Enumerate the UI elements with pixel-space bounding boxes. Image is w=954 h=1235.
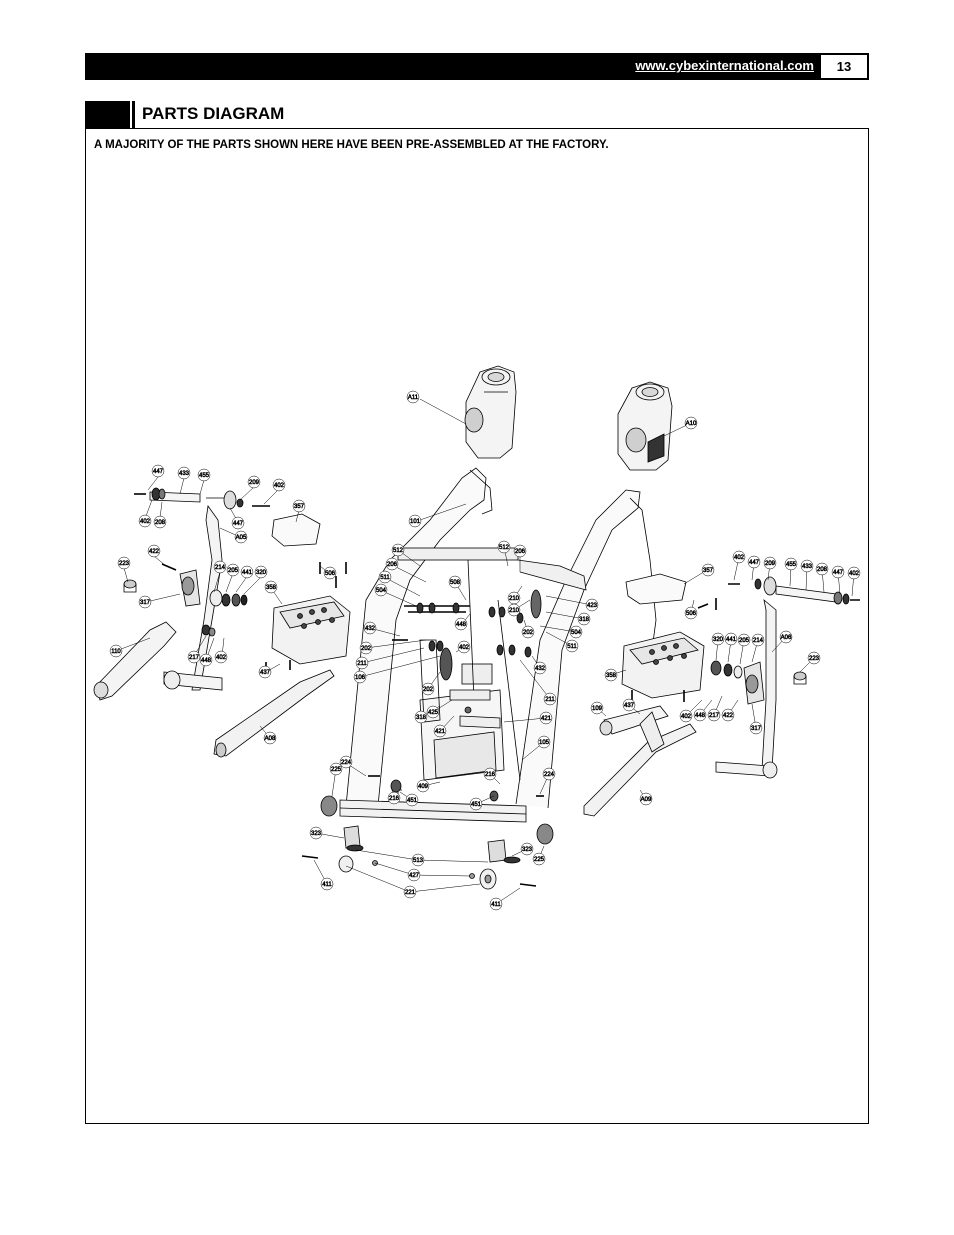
svg-text:504: 504 bbox=[375, 588, 387, 594]
callout-bubble bbox=[725, 633, 737, 645]
svg-text:106: 106 bbox=[354, 675, 366, 681]
svg-text:202: 202 bbox=[522, 630, 534, 636]
callout-bubble bbox=[484, 768, 496, 780]
svg-text:512: 512 bbox=[392, 548, 404, 554]
callout-bubble bbox=[356, 657, 368, 669]
callout-bubble bbox=[408, 869, 420, 881]
leader-lines bbox=[116, 399, 854, 904]
svg-text:109: 109 bbox=[591, 706, 603, 712]
callout-bubble bbox=[586, 599, 598, 611]
svg-text:358: 358 bbox=[265, 585, 277, 591]
callout-bubble bbox=[412, 854, 424, 866]
svg-text:210: 210 bbox=[508, 596, 520, 602]
callout-bubble bbox=[324, 567, 336, 579]
callout-bubble bbox=[722, 709, 734, 721]
svg-text:320: 320 bbox=[255, 570, 267, 576]
svg-text:402: 402 bbox=[733, 555, 745, 561]
svg-text:506: 506 bbox=[324, 571, 336, 577]
right-upper-arm-assembly bbox=[708, 577, 860, 778]
callout-bubble bbox=[540, 712, 552, 724]
svg-text:511: 511 bbox=[380, 575, 390, 581]
callout-bubble bbox=[422, 683, 434, 695]
svg-text:447: 447 bbox=[152, 469, 164, 475]
callout-bubble bbox=[780, 631, 792, 643]
callout-bubble bbox=[434, 725, 446, 737]
callout-bubble bbox=[470, 798, 482, 810]
svg-text:506: 506 bbox=[685, 611, 697, 617]
svg-text:448: 448 bbox=[694, 713, 706, 719]
svg-text:318: 318 bbox=[415, 715, 427, 721]
callout-bubble bbox=[591, 702, 603, 714]
svg-text:323: 323 bbox=[521, 847, 533, 853]
callout-bubble bbox=[685, 417, 697, 429]
svg-text:441: 441 bbox=[725, 637, 737, 643]
svg-text:214: 214 bbox=[752, 638, 764, 644]
website-link[interactable]: www.cybexinternational.com bbox=[635, 58, 814, 73]
svg-text:223: 223 bbox=[808, 656, 820, 662]
callout-bubble bbox=[255, 566, 267, 578]
callout-bubble bbox=[733, 551, 745, 563]
callout-bubble bbox=[215, 651, 227, 663]
svg-text:448: 448 bbox=[200, 658, 212, 664]
svg-text:110: 110 bbox=[111, 649, 121, 655]
callout-bubble bbox=[816, 563, 828, 575]
svg-text:317: 317 bbox=[750, 726, 762, 732]
callout-bubble bbox=[386, 558, 398, 570]
callout-bubble bbox=[404, 886, 416, 898]
left-pedal-assembly bbox=[214, 514, 350, 757]
callout-bubble bbox=[680, 710, 692, 722]
callout-bubble bbox=[685, 607, 697, 619]
callout-bubble bbox=[264, 732, 276, 744]
callout-bubble bbox=[533, 853, 545, 865]
callout-bubble bbox=[848, 567, 860, 579]
svg-text:216: 216 bbox=[388, 796, 400, 802]
assembly-note: A MAJORITY OF THE PARTS SHOWN HERE HAVE BEEN PRE-ASSEMBLED AT THE FACTORY. bbox=[94, 139, 609, 151]
svg-text:224: 224 bbox=[543, 772, 555, 778]
svg-text:423: 423 bbox=[586, 603, 598, 609]
svg-text:217: 217 bbox=[188, 655, 200, 661]
svg-text:451: 451 bbox=[406, 798, 418, 804]
callout-bubble bbox=[415, 711, 427, 723]
callout-bubble bbox=[214, 561, 226, 573]
callout-bubble bbox=[235, 531, 247, 543]
svg-text:209: 209 bbox=[764, 561, 776, 567]
svg-text:455: 455 bbox=[198, 473, 210, 479]
svg-text:208: 208 bbox=[154, 520, 166, 526]
svg-text:A11: A11 bbox=[407, 395, 419, 401]
svg-text:422: 422 bbox=[148, 549, 160, 555]
svg-text:441: 441 bbox=[241, 570, 253, 576]
svg-text:223: 223 bbox=[118, 561, 130, 567]
svg-text:A08: A08 bbox=[264, 736, 276, 742]
svg-text:206: 206 bbox=[386, 562, 398, 568]
callout-bubble bbox=[265, 581, 277, 593]
svg-text:421: 421 bbox=[434, 729, 446, 735]
svg-text:411: 411 bbox=[491, 902, 501, 908]
callout-bubble bbox=[360, 642, 372, 654]
svg-text:208: 208 bbox=[816, 567, 828, 573]
svg-text:504: 504 bbox=[570, 630, 582, 636]
svg-text:211: 211 bbox=[545, 697, 555, 703]
callout-bubble bbox=[521, 843, 533, 855]
svg-text:214: 214 bbox=[214, 565, 226, 571]
svg-text:402: 402 bbox=[273, 483, 285, 489]
callout-bubble bbox=[708, 709, 720, 721]
callout-bubble bbox=[273, 479, 285, 491]
svg-text:A06: A06 bbox=[780, 635, 792, 641]
svg-text:437: 437 bbox=[623, 703, 635, 709]
callout-bubble bbox=[808, 652, 820, 664]
svg-text:224: 224 bbox=[340, 760, 352, 766]
svg-text:225: 225 bbox=[533, 857, 545, 863]
svg-text:447: 447 bbox=[232, 521, 244, 527]
callout-bubble bbox=[543, 768, 555, 780]
callout-bubble bbox=[417, 780, 429, 792]
svg-text:448: 448 bbox=[455, 622, 467, 628]
svg-text:402: 402 bbox=[139, 519, 151, 525]
svg-text:357: 357 bbox=[293, 504, 305, 510]
callout-bubble bbox=[785, 558, 797, 570]
svg-text:358: 358 bbox=[605, 673, 617, 679]
svg-text:221: 221 bbox=[404, 890, 416, 896]
svg-text:421: 421 bbox=[540, 716, 552, 722]
callout-bubble bbox=[241, 566, 253, 578]
svg-text:206: 206 bbox=[514, 549, 526, 555]
callout-bubble bbox=[148, 545, 160, 557]
callout-bubble bbox=[321, 878, 333, 890]
callout-bubble bbox=[458, 641, 470, 653]
callout-bubble bbox=[514, 545, 526, 557]
callout-bubble bbox=[427, 706, 439, 718]
svg-text:318: 318 bbox=[578, 617, 590, 623]
svg-text:317: 317 bbox=[139, 600, 151, 606]
svg-text:402: 402 bbox=[680, 714, 692, 720]
svg-text:A05: A05 bbox=[235, 535, 247, 541]
callout-bubble bbox=[152, 465, 164, 477]
svg-text:508: 508 bbox=[449, 580, 461, 586]
svg-text:513: 513 bbox=[412, 858, 424, 864]
callout-bubble bbox=[409, 515, 421, 527]
svg-text:432: 432 bbox=[364, 626, 376, 632]
svg-text:447: 447 bbox=[832, 570, 844, 576]
svg-text:357: 357 bbox=[702, 568, 714, 574]
callout-bubble bbox=[232, 517, 244, 529]
callout-bubble bbox=[570, 626, 582, 638]
callout-bubble bbox=[455, 618, 467, 630]
callout-bubble bbox=[139, 515, 151, 527]
callout-bubble bbox=[498, 541, 510, 553]
callout-bubble bbox=[178, 467, 190, 479]
callout-bubble bbox=[354, 671, 366, 683]
svg-text:105: 105 bbox=[538, 740, 550, 746]
svg-text:205: 205 bbox=[738, 638, 750, 644]
callout-bubble bbox=[712, 633, 724, 645]
callout-bubble bbox=[379, 571, 391, 583]
svg-text:512: 512 bbox=[498, 545, 510, 551]
svg-text:402: 402 bbox=[215, 655, 227, 661]
svg-text:217: 217 bbox=[708, 713, 720, 719]
callout-bubble bbox=[748, 556, 760, 568]
callout-bubble bbox=[388, 792, 400, 804]
section-title: PARTS DIAGRAM bbox=[142, 104, 285, 123]
callout-bubble bbox=[340, 756, 352, 768]
svg-text:225: 225 bbox=[330, 767, 342, 773]
callout-bubble bbox=[200, 654, 212, 666]
callout-bubble bbox=[801, 560, 813, 572]
callout-bubble bbox=[118, 557, 130, 569]
svg-text:323: 323 bbox=[310, 831, 322, 837]
svg-text:455: 455 bbox=[785, 562, 797, 568]
svg-text:211: 211 bbox=[357, 661, 367, 667]
callout-bubble bbox=[259, 666, 271, 678]
callout-bubble bbox=[364, 622, 376, 634]
callout-bubble bbox=[578, 613, 590, 625]
svg-text:205: 205 bbox=[227, 568, 239, 574]
callout-bubble bbox=[534, 662, 546, 674]
callout-bubble bbox=[764, 557, 776, 569]
callout-bubble bbox=[640, 793, 652, 805]
callout-bubble bbox=[538, 736, 550, 748]
callout-bubble bbox=[694, 709, 706, 721]
callout-bubble bbox=[407, 391, 419, 403]
callout-bubble bbox=[449, 576, 461, 588]
callout-bubble bbox=[139, 596, 151, 608]
callout-bubble bbox=[154, 516, 166, 528]
callout-bubble bbox=[248, 476, 260, 488]
svg-text:402: 402 bbox=[848, 571, 860, 577]
svg-text:320: 320 bbox=[712, 637, 724, 643]
svg-text:101: 101 bbox=[409, 519, 421, 525]
callout-bubble bbox=[508, 604, 520, 616]
svg-text:511: 511 bbox=[567, 644, 577, 650]
page-number: 13 bbox=[821, 55, 867, 78]
callout-bubble bbox=[310, 827, 322, 839]
callout-bubble bbox=[110, 645, 122, 657]
callout-bubble bbox=[188, 651, 200, 663]
callout-bubble bbox=[750, 722, 762, 734]
svg-text:433: 433 bbox=[801, 564, 813, 570]
svg-text:216: 216 bbox=[484, 772, 496, 778]
svg-text:437: 437 bbox=[259, 670, 271, 676]
svg-text:202: 202 bbox=[422, 687, 434, 693]
svg-text:427: 427 bbox=[408, 873, 420, 879]
callout-bubble bbox=[490, 898, 502, 910]
callout-bubble bbox=[544, 693, 556, 705]
svg-text:A09: A09 bbox=[640, 797, 652, 803]
callout-bubble bbox=[566, 640, 578, 652]
right-console-shroud bbox=[618, 382, 672, 470]
svg-text:432: 432 bbox=[534, 666, 546, 672]
svg-text:209: 209 bbox=[248, 480, 260, 486]
svg-text:409: 409 bbox=[417, 784, 429, 790]
svg-text:425: 425 bbox=[427, 710, 439, 716]
svg-text:447: 447 bbox=[748, 560, 760, 566]
left-console-shroud bbox=[465, 366, 516, 458]
svg-text:451: 451 bbox=[470, 802, 482, 808]
callout-bubble bbox=[702, 564, 714, 576]
svg-text:411: 411 bbox=[322, 882, 332, 888]
callout-bubble bbox=[293, 500, 305, 512]
callout-bubble bbox=[623, 699, 635, 711]
callout-bubble bbox=[406, 794, 418, 806]
svg-text:202: 202 bbox=[360, 646, 372, 652]
callout-bubble bbox=[832, 566, 844, 578]
svg-text:402: 402 bbox=[458, 645, 470, 651]
callout-bubble bbox=[752, 634, 764, 646]
callout-bubble bbox=[375, 584, 387, 596]
svg-text:210: 210 bbox=[508, 608, 520, 614]
svg-text:433: 433 bbox=[178, 471, 190, 477]
callout-bubble bbox=[738, 634, 750, 646]
callout-bubble bbox=[508, 592, 520, 604]
callout-bubble bbox=[227, 564, 239, 576]
svg-text:A10: A10 bbox=[685, 421, 697, 427]
callout-bubble bbox=[605, 669, 617, 681]
callout-bubble bbox=[522, 626, 534, 638]
callout-bubble bbox=[392, 544, 404, 556]
svg-text:422: 422 bbox=[722, 713, 734, 719]
callout-bubble bbox=[198, 469, 210, 481]
